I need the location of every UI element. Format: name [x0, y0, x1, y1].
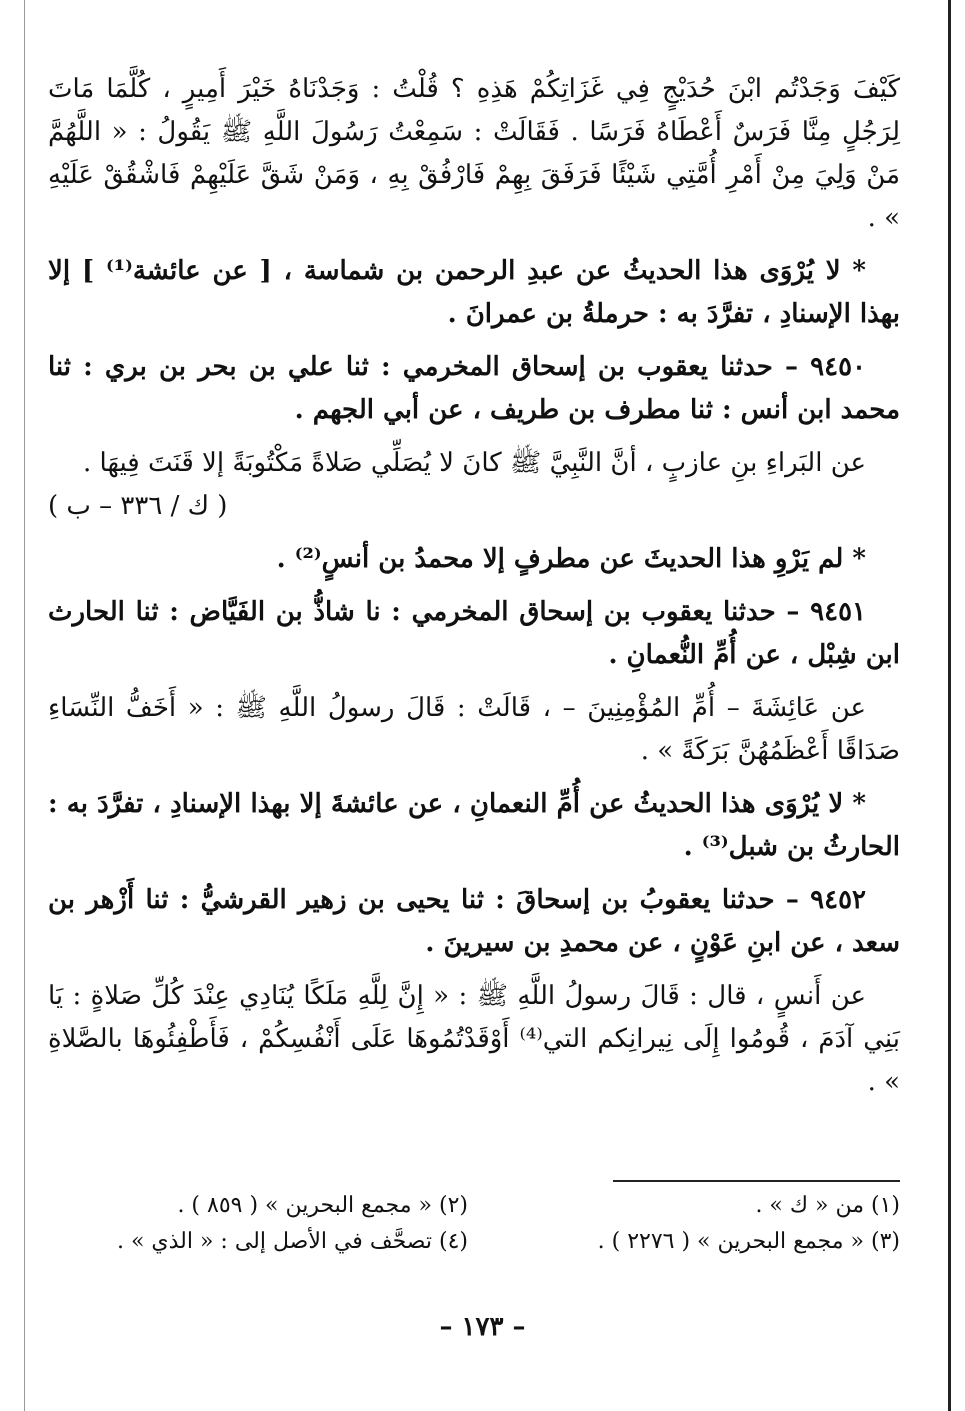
footnote-1: (١) من « ك » .	[755, 1193, 900, 1218]
scan-right-edge	[948, 0, 951, 1411]
footnote-2: (٢) « مجمع البحرين » ( ٨٥٩ ) .	[177, 1193, 468, 1218]
footnote-4: (٤) تصحَّف في الأصل إلى : « الذي » .	[116, 1229, 468, 1254]
footnote-separator	[613, 1180, 900, 1182]
hadith-9450-matn	[48, 442, 900, 528]
hadith-9452-isnad	[48, 879, 900, 965]
hadith-9450-matn-text: عن البَراءِ بنِ عازبٍ ، أنَّ النَّبِيَّ ﷺ كانَ لا يُصَلِّي صَلاةً مَكْتُوبَةً إلا قَنَتَ فِيهَا .	[83, 448, 866, 478]
hadith-9451-matn: عن عَائِشَةَ – أُمِّ المُؤْمِنِينَ – ، قَالَتْ : قَالَ رسولُ اللَّهِ ﷺ : « أَخَفُّ النِّسَاءِ صَدَاقًا أَعْظَمُهُنَّ بَرَكَةً » .	[48, 693, 900, 766]
main-text	[48, 68, 900, 1114]
hadith-9451-isnad	[48, 591, 900, 677]
hadith-9452-matn: عن أَنسٍ ، قال : قَالَ رسولُ اللَّهِ ﷺ : « إِنَّ لِلَّهِ مَلَكًا يُنَادِي عِنْدَ كُلِّ صَلاةٍ : يَا بَنِي آدَمَ ، قُومُوا إِلَى نِيرانِكم التي⁽⁴⁾ أَوْقَدْتُمُوهَا عَلَى أَنْفُسِكُمْ ، فَأَطْفِئُوهَا بالصَّلاةِ » .	[48, 981, 900, 1097]
commentary-umm-numan-note: * لا يُرْوَى هذا الحديثُ عن أُمِّ النعمانِ ، عن عائشةَ إلا بهذا الإسنادِ ، تفرَّدَ به : الحارثُ بن شبل⁽³⁾ .	[48, 789, 900, 862]
hadith-9450-text: ٩٤٥٠ – حدثنا يعقوب بن إسحاق المخرمي : ثنا علي بن بحر بن بري : ثنا محمد ابن أنس : ثنا مطرف بن طريف ، عن أبي الجهم .	[48, 352, 900, 425]
hadith-9451-text: ٩٤٥١ – حدثنا يعقوب بن إسحاق المخرمي : نا شاذُّ بن الفَيَّاض : ثنا الحارث ابن شِبْل ، عن أُمِّ النُّعمانِ .	[48, 597, 900, 670]
hadith-9450-isnad	[48, 346, 900, 432]
footnote-row	[48, 1224, 900, 1260]
commentary-aisha-note: * لا يُرْوَى هذا الحديثُ عن عبدِ الرحمن بن شماسة ، [ عن عائشة⁽¹⁾ ] إلا بهذا الإسنادِ ، تفرَّدَ به : حرملةُ بن عمرانَ .	[48, 256, 900, 329]
hadith-9452-text: ٩٤٥٢ – حدثنا يعقوبُ بن إسحاقَ : ثنا يحيى بن زهير القرشيُّ : ثنا أَزْهر بن سعد ، عن ابنِ عَوْنٍ ، عن محمدِ بن سيرينَ .	[48, 885, 900, 958]
footnote-3: (٣) « مجمع البحرين » ( ٢٢٧٦ ) .	[597, 1229, 900, 1254]
manuscript-reference: ( ك / ٣٣٦ – ب )	[48, 491, 228, 521]
scan-left-edge	[24, 0, 25, 1411]
paragraph-continuation: كَيْفَ وَجَدْتُم ابْنَ حُدَيْجٍ فِي غَزَاتِكُمْ هَذِهِ ؟ قُلْتُ : وَجَدْنَاهُ خَيْرَ أَمِيرٍ ، كُلَّمَا مَاتَ لِرَجُلٍ مِنَّا فَرَسٌ أَعْطَاهُ فَرَسًا . فَقَالَتْ : سَمِعْتُ رَسُولَ اللَّهِ ﷺ يَقُولُ : « اللَّهُمَّ مَنْ وَلِيَ مِنْ أَمْرِ أُمَّتِي شَيْئًا فَرَفَقَ بِهِمْ فَارْفُقْ بِهِ ، وَمَنْ شَقَّ عَلَيْهِمْ فَاشْقُقْ عَلَيْهِ » .	[48, 74, 900, 233]
page-number: – ١٧٣ –	[439, 1312, 526, 1342]
footnote-row	[48, 1188, 900, 1224]
commentary-mutarrif-note: * لم يَرْوِ هذا الحديثَ عن مطرفٍ إلا محمدُ بن أنسٍ⁽²⁾ .	[276, 544, 866, 574]
footnotes	[48, 1188, 900, 1260]
